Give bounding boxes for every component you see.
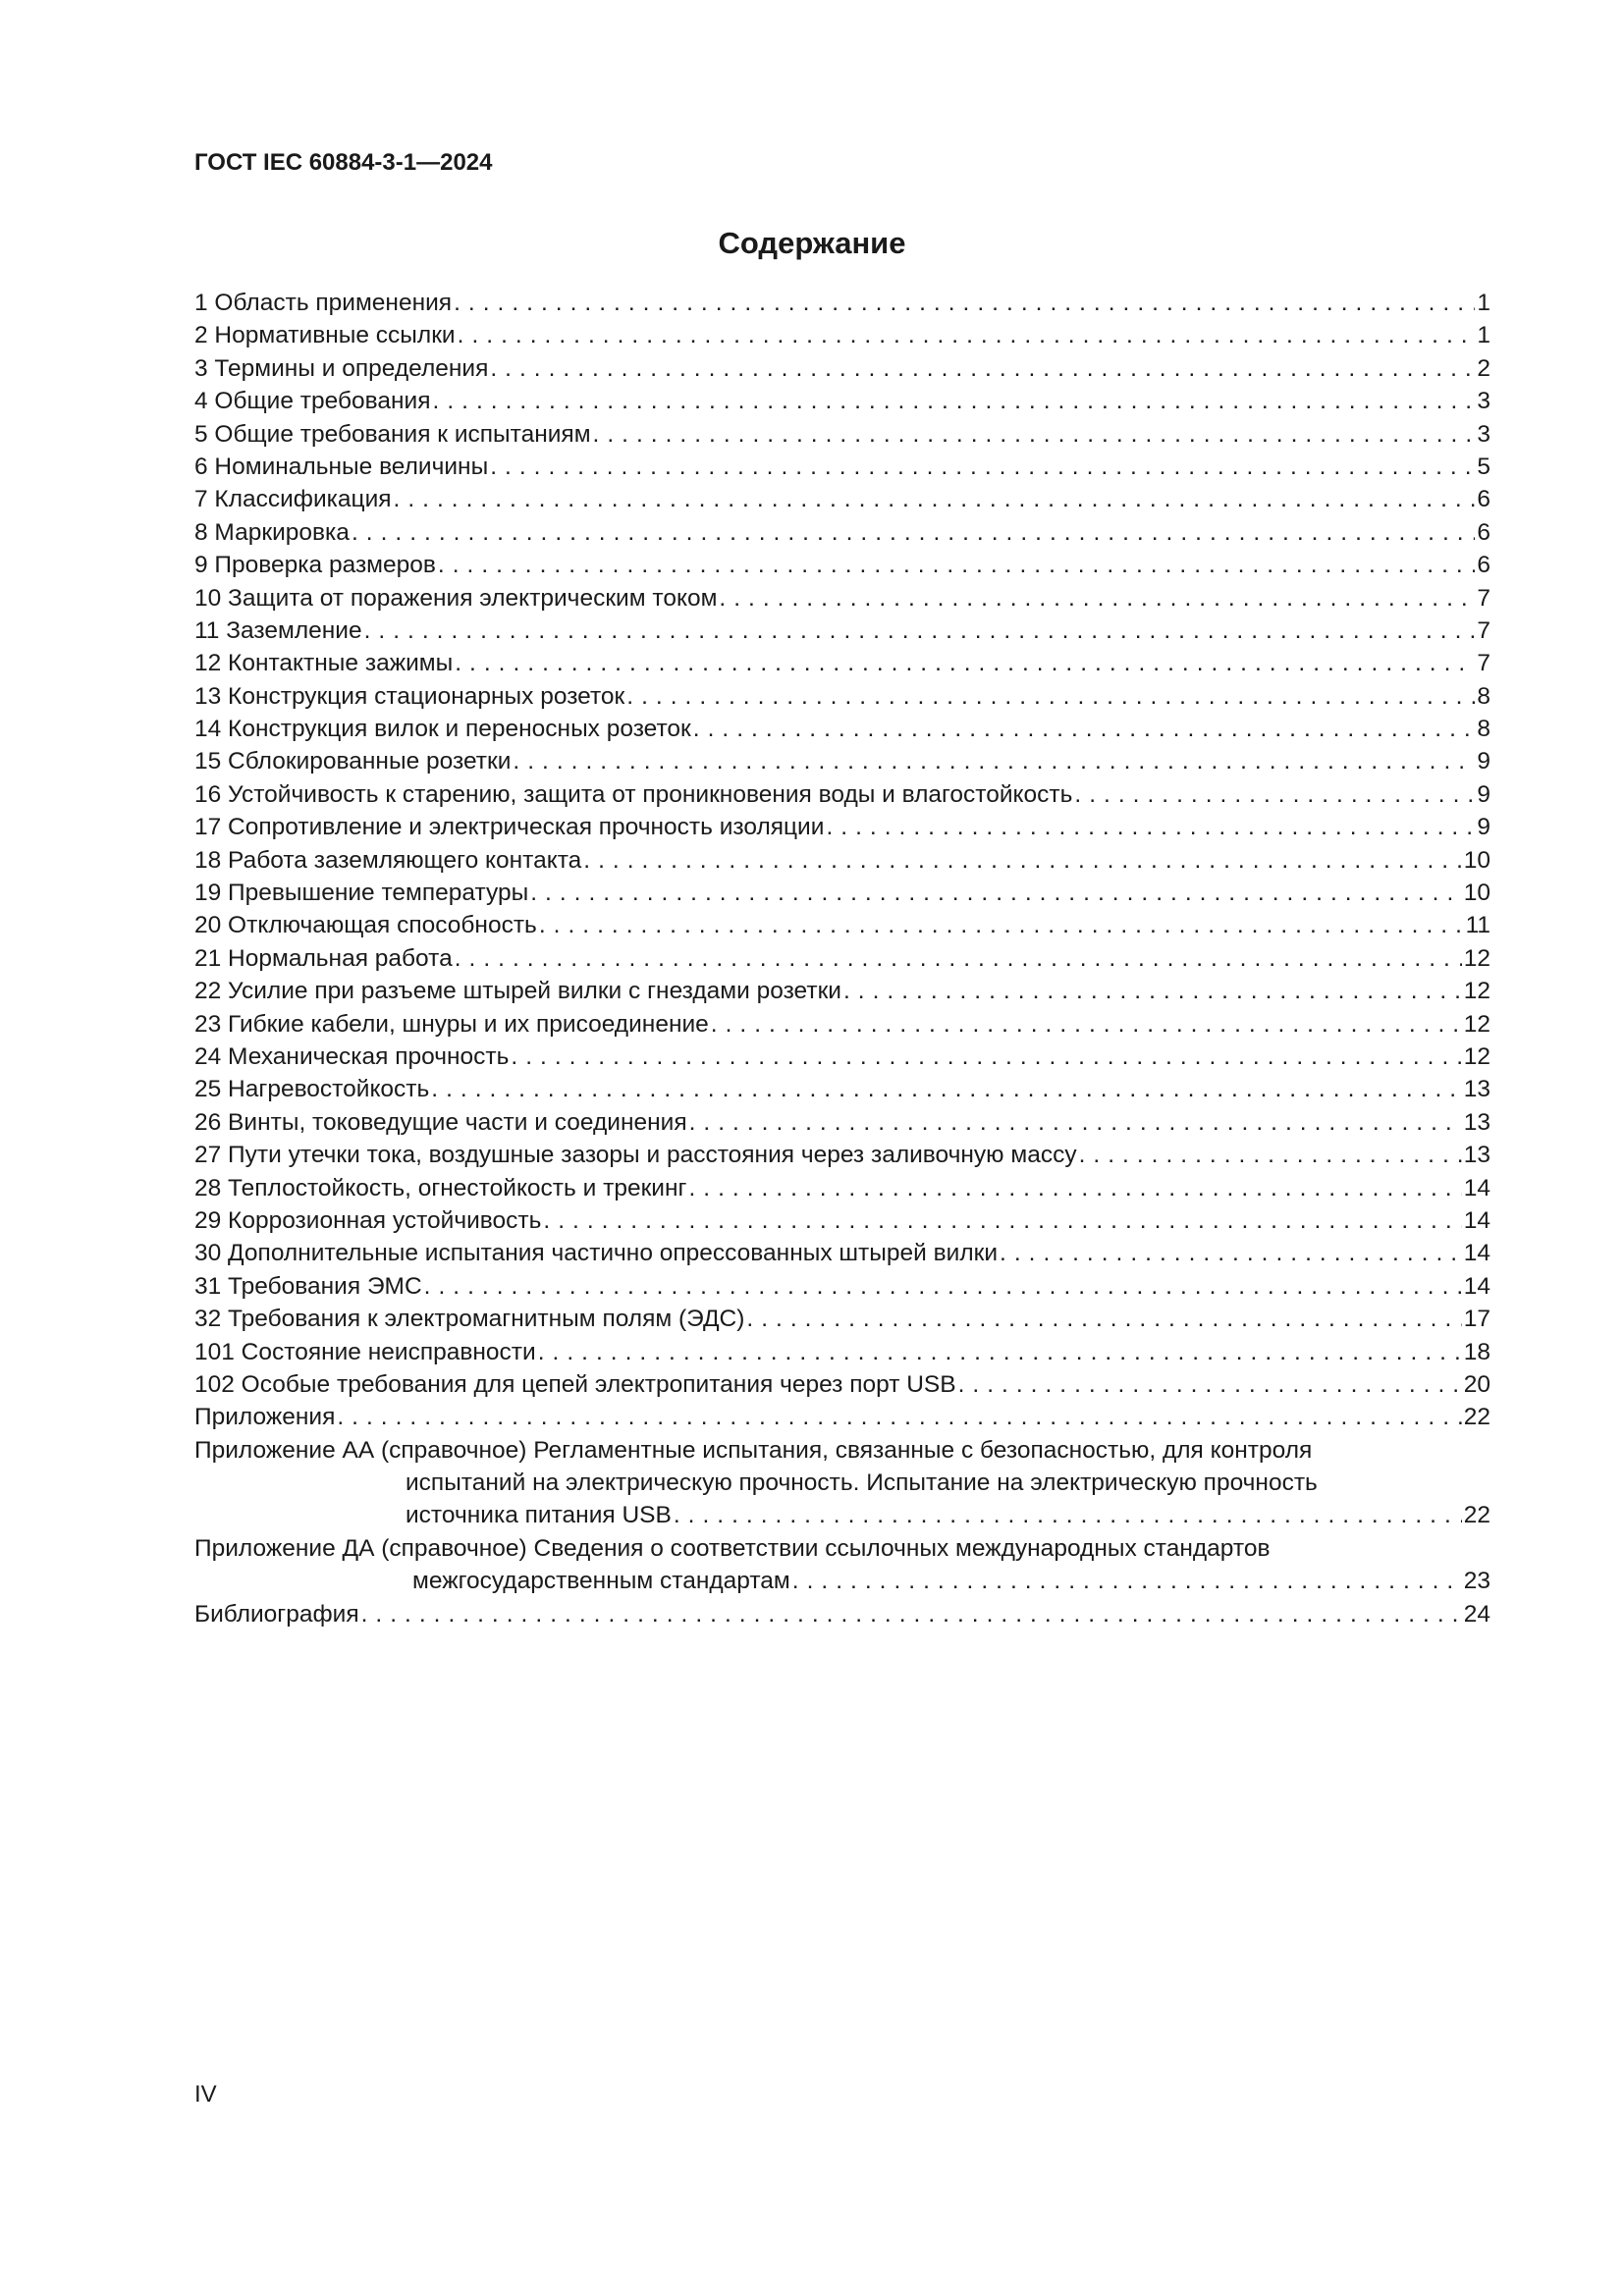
toc-entry[interactable] [194,1237,1490,1269]
leader-dots [364,614,1476,647]
toc-entry-title: 26 Винты, токоведущие части и соединения [194,1108,687,1136]
toc-entry-title: 101 Состояние неисправности [194,1338,536,1365]
toc-entry-page: 12 [1463,1010,1490,1038]
toc-entry-title: 2 Нормативные ссылки [194,322,456,349]
toc-entry-title: 28 Теплостойкость, огнестойкость и трекинг [194,1174,687,1201]
toc-entry-page: 20 [1463,1370,1490,1398]
table-of-contents [194,287,1490,1630]
toc-entry[interactable] [194,1139,1490,1171]
toc-entry-page: 7 [1477,584,1490,612]
toc-entry-annex-aa[interactable] [194,1434,1490,1532]
toc-entry-page: 7 [1477,650,1490,677]
toc-entry-page: 14 [1463,1240,1490,1267]
leader-dots [792,1565,1462,1597]
toc-entry[interactable] [194,1270,1490,1303]
annex-da-last-line [194,1565,1490,1597]
toc-entry-title: 24 Механическая прочность [194,1042,510,1070]
toc-entry-page: 14 [1463,1174,1490,1201]
toc-entry[interactable] [194,909,1490,941]
toc-entry[interactable] [194,385,1490,417]
leader-dots [626,680,1475,713]
annex-aa-line-3: источника питания USB [406,1502,672,1529]
leader-dots [337,1401,1461,1433]
toc-entry[interactable] [194,418,1490,451]
toc-entry-title: 23 Гибкие кабели, шнуры и их присоединение [194,1010,709,1038]
leader-dots [455,942,1462,975]
toc-entry[interactable] [194,1204,1490,1237]
leader-dots [711,1008,1462,1041]
leader-dots [958,1368,1462,1401]
toc-entry-title: 8 Маркировка [194,518,350,546]
toc-entry-title: 17 Сопротивление и электрическая прочность изоляции [194,814,825,841]
toc-entry-page: 12 [1463,1042,1490,1070]
toc-entry-page: 11 [1465,912,1490,939]
leader-dots [843,975,1462,1007]
toc-entry-page: 12 [1463,978,1490,1005]
toc-entry-page: 18 [1463,1338,1490,1365]
leader-dots [424,1270,1462,1303]
toc-entry-page: 10 [1463,880,1490,907]
toc-entry[interactable] [194,647,1490,679]
toc-entry[interactable] [194,1401,1490,1433]
leader-dots [361,1598,1462,1630]
toc-entry-page: 5 [1477,453,1490,480]
leader-dots [693,713,1476,745]
leader-dots [583,844,1461,877]
toc-entry[interactable] [194,1041,1490,1073]
toc-entry-page: 9 [1477,780,1490,808]
leader-dots [674,1499,1462,1531]
toc-entry[interactable] [194,1073,1490,1105]
toc-entry-page: 9 [1477,814,1490,841]
annex-aa-line-2: испытаний на электрическую прочность. Испытание на электрическую прочность [406,1469,1318,1497]
toc-entry-title: 1 Область применения [194,290,453,316]
toc-entry[interactable] [194,614,1490,647]
toc-entry-title: 29 Коррозионная устойчивость [194,1206,542,1234]
leader-dots [352,516,1475,549]
leader-dots [433,385,1476,417]
toc-entry-page: 14 [1463,1206,1490,1234]
toc-entry-title: 6 Номинальные величины [194,453,489,480]
toc-entry-title: Приложения [194,1404,336,1431]
toc-entry-title: 4 Общие требования [194,388,431,415]
toc-entry-page: 3 [1477,388,1490,415]
leader-dots [513,745,1475,777]
toc-heading: Содержание [718,226,906,260]
leader-dots [454,287,1475,319]
toc-entry[interactable] [194,516,1490,549]
toc-entry-title: 19 Превышение температуры [194,880,529,907]
toc-entry[interactable] [194,1336,1490,1368]
leader-dots [1079,1139,1462,1171]
toc-entry-page: 6 [1477,518,1490,546]
toc-entry[interactable] [194,483,1490,515]
toc-entry[interactable] [194,1303,1490,1335]
toc-entry-page: 14 [1463,1272,1490,1300]
toc-entry[interactable] [194,451,1490,483]
leader-dots [530,877,1462,909]
toc-entry[interactable] [194,1368,1490,1401]
toc-entry-page: 7 [1477,616,1490,644]
toc-entry-page: 6 [1477,486,1490,513]
toc-entry-page: 6 [1477,552,1490,579]
toc-entry[interactable] [194,352,1490,385]
toc-entry[interactable] [194,844,1490,877]
toc-entry-bibliography[interactable] [194,1598,1490,1630]
leader-dots [1074,778,1475,811]
toc-entry-title: 25 Нагревостойкость [194,1076,430,1103]
toc-entry[interactable] [194,877,1490,909]
toc-entry-page: 17 [1463,1306,1490,1333]
page-number: IV [194,2081,217,2108]
annex-aa-last-line [194,1499,1490,1531]
toc-entry-title: 12 Контактные зажимы [194,650,454,677]
toc-entry-title: 15 Сблокированные розетки [194,748,512,775]
toc-entry[interactable] [194,287,1490,319]
toc-entry[interactable] [194,319,1490,351]
toc-entry-page: 24 [1463,1600,1490,1628]
toc-entry-title: 31 Требования ЭМС [194,1272,422,1300]
toc-entry-title: 5 Общие требования к испытаниям [194,420,591,448]
leader-dots [746,1303,1461,1335]
toc-entry-title: 13 Конструкция стационарных розеток [194,682,625,710]
leader-dots [539,909,1464,941]
leader-dots [431,1073,1461,1105]
toc-entry-title: 27 Пути утечки тока, воздушные зазоры и расстояния через заливочную массу [194,1142,1077,1169]
leader-dots [688,1172,1461,1204]
toc-entry-title: 22 Усилие при разъеме штырей вилки с гнездами розетки [194,978,841,1005]
leader-dots [689,1106,1462,1139]
toc-entry-page: 22 [1463,1502,1490,1529]
leader-dots [438,549,1475,581]
toc-entry-page: 10 [1463,846,1490,874]
document-code: ГОСТ IEC 60884-3-1—2024 [194,149,493,176]
toc-entry[interactable] [194,680,1490,713]
toc-entry-title: 14 Конструкция вилок и переносных розеток [194,716,691,743]
toc-entry[interactable] [194,811,1490,843]
toc-entry[interactable] [194,713,1490,745]
annex-da-line-1: Приложение ДА (справочное) Сведения о соответствии ссылочных международных стандартов [194,1534,1271,1562]
toc-entry-title: 3 Термины и определения [194,354,489,382]
leader-dots [1000,1237,1462,1269]
toc-entry-title: 32 Требования к электромагнитным полям (ЭДС) [194,1306,745,1333]
toc-entry[interactable] [194,942,1490,975]
toc-entry-title: 9 Проверка размеров [194,552,436,579]
leader-dots [490,352,1475,385]
toc-entry-page: 1 [1477,322,1490,349]
toc-entry-page: 8 [1477,716,1490,743]
toc-entry[interactable] [194,1106,1490,1139]
leader-dots [394,483,1476,515]
toc-entry-title: 16 Устойчивость к старению, защита от проникновения воды и влагостойкость [194,780,1073,808]
toc-entry-page: 8 [1477,682,1490,710]
leader-dots [511,1041,1461,1073]
toc-entry-title: 11 Заземление [194,616,362,644]
toc-entry-page: 23 [1463,1568,1490,1595]
toc-entry-title: 10 Защита от поражения электрическим током [194,584,718,612]
annex-da-line-2: межгосударственным стандартам [412,1568,790,1595]
toc-entry-annex-da[interactable] [194,1532,1490,1598]
toc-entry-title: 18 Работа заземляющего контакта [194,846,582,874]
toc-entry-title: 20 Отключающая способность [194,912,537,939]
leader-dots [458,319,1476,351]
toc-entry-page: 13 [1463,1142,1490,1169]
toc-entry[interactable] [194,975,1490,1007]
annex-aa-line-1: Приложение АА (справочное) Регламентные испытания, связанные с безопасностью, для контроля [194,1436,1313,1464]
leader-dots [826,811,1475,843]
leader-dots [455,647,1475,679]
toc-entry[interactable] [194,1008,1490,1041]
toc-entry-page: 12 [1463,944,1490,972]
toc-entry-page: 3 [1477,420,1490,448]
toc-entry-page: 13 [1463,1108,1490,1136]
toc-entry-page: 1 [1477,290,1490,316]
toc-entry-title: 21 Нормальная работа [194,944,453,972]
leader-dots [593,418,1476,451]
toc-entry-title: Библиография [194,1600,359,1628]
leader-dots [538,1336,1462,1368]
leader-dots [490,451,1475,483]
toc-entry-page: 22 [1463,1404,1490,1431]
toc-entry-page: 2 [1477,354,1490,382]
leader-dots [719,582,1475,614]
toc-entry[interactable] [194,1172,1490,1204]
toc-entry[interactable] [194,549,1490,581]
toc-entry-title: 7 Классификация [194,486,392,513]
toc-entry[interactable] [194,745,1490,777]
toc-entry-page: 9 [1477,748,1490,775]
toc-entry[interactable] [194,778,1490,811]
toc-entry-title: 102 Особые требования для цепей электропитания через порт USB [194,1370,956,1398]
toc-entry-title: 30 Дополнительные испытания частично опрессованных штырей вилки [194,1240,999,1267]
leader-dots [543,1204,1461,1237]
toc-entry-page: 13 [1463,1076,1490,1103]
toc-entry[interactable] [194,582,1490,614]
